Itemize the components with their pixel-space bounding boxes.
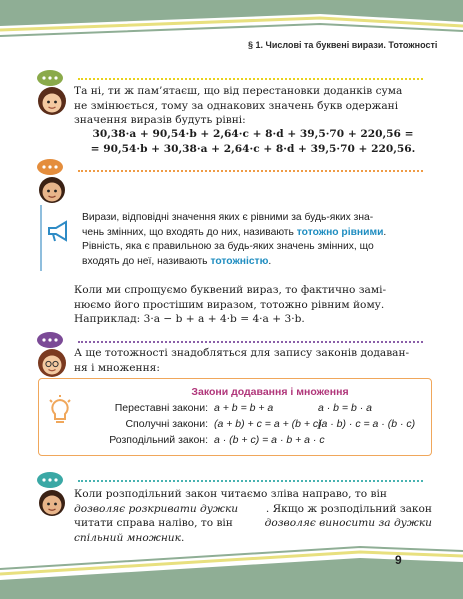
equation-line-1: 30,38·a + 90,54·b + 2,64·c + 8·d + 39,5·70 + 220,56 = [92,128,414,140]
italic-phrase: спільний множник [74,531,181,544]
text-line: Коли розподільний закон читаємо зліва направо, то він [74,488,387,500]
footer-band [0,540,463,599]
lightbulb-icon [46,394,74,430]
text-line: А ще тотожності знадобляться для запису законів додаван- [74,347,410,359]
boy-avatar-icon [30,470,74,520]
term-identically-equal: тотожно рівними [296,226,384,238]
text-line: нюємо його простішим виразом, тотожно рівним йому. [74,298,385,311]
text-line: Коли ми спрощуємо буквений вираз, то фактично замі- [74,284,387,296]
law-distributive: a · (b + c) = a · b + a · c [214,434,325,446]
text-line: не змінюється, тому за однакових значень букв одержані [74,99,399,112]
text-line: ня і множення: [74,361,160,374]
text-line: Та ні, ти ж пам’ятаєш, що від перестановки доданків сума [74,85,403,97]
italic-phrase: дозволяє розкривати дужки [74,502,239,515]
law-commutative-multiplication: a · b = b · a [318,402,372,414]
girl-glasses-avatar-icon [30,330,74,380]
law-label-associative: Сполучні закони: [125,418,208,430]
separator-teal [78,480,423,482]
law-label-commutative: Переставні закони: [114,402,208,414]
boy-avatar-icon [30,157,74,207]
separator-orange [78,170,423,172]
definition-1: Вирази, відповідні значення яких є рівними за будь-яких зна- чень змінних, що входять до них, називають тотожно рівними. [82,211,417,240]
separator-yellow [78,78,423,80]
megaphone-icon [46,218,72,244]
text-line: Рівність, яка є правильною за будь-яких значень змінних, що [82,241,374,252]
equation-line-2: = 90,54·b + 30,38·a + 2,64·c + 8·d + 39,5·70 + 220,56. [90,143,416,155]
text-line: Вирази, відповідні значення яких є рівними за будь-яких зна- [82,212,374,223]
page-number: 9 [395,553,402,567]
text-line [74,502,432,517]
intro-paragraph [74,84,432,128]
text-line: входять до неї, називають [82,255,208,267]
law-label-distributive: Розподільний закон: [109,434,208,446]
text-line: чень змінних, що входять до них, називають [82,226,294,238]
distributive-paragraph: Коли розподільний закон читаємо зліва направо, то він дозволяє розкривати дужки . Якщо ж розподільний закон читати справа наліво, то він дозволяє виносити за дужки спільний множник. [74,488,432,544]
section-title: § 1. Числові та буквені вирази. Тотожності [248,40,438,50]
laws-intro-paragraph [74,346,432,375]
text-line: Наприклад: 3·a − b + a + 4·b = 4·a + 3·b. [74,313,305,325]
italic-phrase: дозволяє виносити за дужки [264,517,432,529]
laws-title: Закони додавання і множення [191,386,349,398]
law-associative-multiplication: (a · b) · c = a · (b · c) [318,418,416,430]
text-line [74,516,432,531]
text-fragment: читати справа наліво, то він [74,517,233,529]
definition-2: Рівність, яка є правильною за будь-яких значень змінних, що входять до неї, називають тотожністю. [82,240,417,269]
girl-avatar-icon [30,68,74,118]
text-fragment: . Якщо ж розподільний закон [265,502,432,515]
separator-purple [78,341,423,343]
law-associative-addition: (a + b) + c = a + (b + c) [214,418,322,430]
simplification-paragraph [74,283,432,327]
term-identity: тотожністю [210,255,269,267]
law-commutative-addition: a + b = b + a [214,402,274,414]
header-band [0,0,463,40]
text-line: значення виразів будуть рівні: [74,114,246,126]
